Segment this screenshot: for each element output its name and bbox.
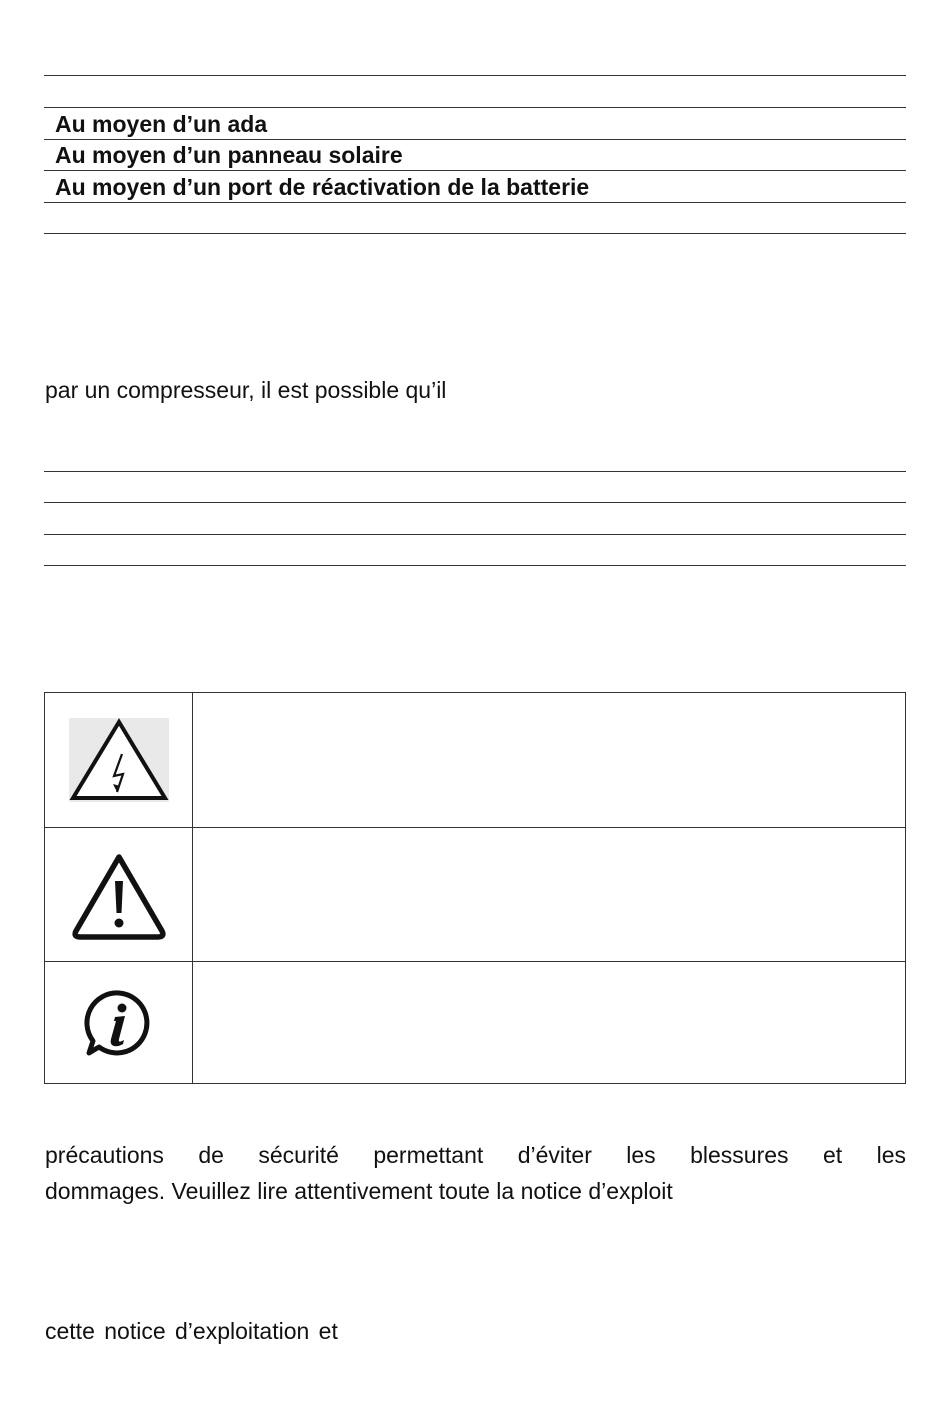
rule-mid-3: [44, 534, 906, 535]
rule-mid-1: [44, 471, 906, 472]
closing-fragment: cette notice d’exploitation et: [45, 1318, 338, 1344]
symbol-description: [193, 693, 906, 828]
rule-top-5: [44, 202, 906, 203]
rule-mid-2: [44, 502, 906, 503]
symbol-description: [193, 828, 906, 962]
safety-paragraph: [45, 1137, 906, 1209]
symbol-row-info: [45, 962, 906, 1084]
rule-top-1: [44, 75, 906, 76]
info-icon: [45, 987, 192, 1059]
safety-paragraph-line: précautions de sécurité permettant d’éviter les blessures et les: [45, 1142, 906, 1168]
rule-top-2: [44, 107, 906, 108]
charging-option-battery-port: Au moyen d’un port de réactivation de la batterie: [55, 174, 590, 200]
symbol-icon-cell: [45, 828, 193, 962]
symbol-icon-cell: [45, 693, 193, 828]
symbol-row-electric: [45, 693, 906, 828]
warning-icon: [45, 849, 192, 941]
symbol-icon-cell: [45, 962, 193, 1084]
symbol-description: [193, 962, 906, 1084]
charging-option-solar-panel: Au moyen d’un panneau solaire: [55, 142, 403, 168]
rule-mid-4: [44, 565, 906, 566]
electric-hazard-icon: [45, 718, 192, 802]
charging-option-adapter: Au moyen d’un ada: [55, 111, 268, 137]
symbol-row-warning: [45, 828, 906, 962]
safety-paragraph-line: dommages. Veuillez lire attentivement toute la notice d’exploit: [45, 1178, 673, 1204]
rule-top-3: [44, 139, 906, 140]
compressor-note: par un compresseur, il est possible qu’il: [45, 377, 447, 403]
symbols-table: [44, 692, 906, 1084]
rule-top-4: [44, 170, 906, 171]
rule-top-6: [44, 233, 906, 234]
